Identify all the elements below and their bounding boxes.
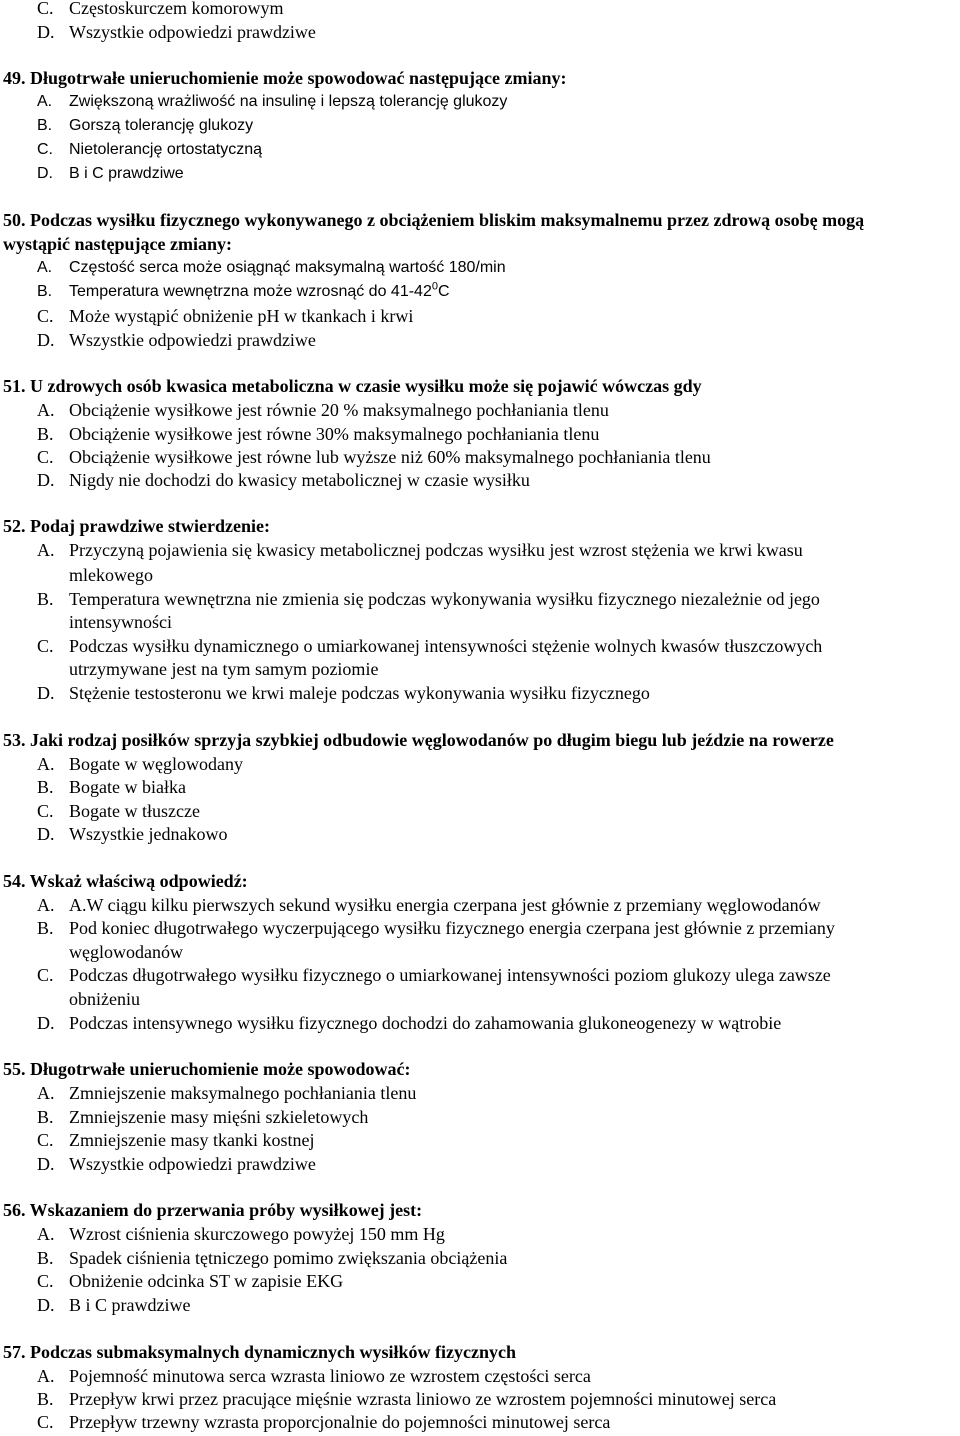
question-heading <box>3 233 232 255</box>
option-text: Obciążenie wysiłkowe jest równie 20 % maksymalnego pochłaniania tlenu <box>69 400 609 420</box>
question-text: 52. Podaj prawdziwe stwierdzenie: <box>3 516 270 536</box>
option-text: Obciążenie wysiłkowe jest równe 30% maksymalnego pochłaniania tlenu <box>69 424 600 444</box>
option-letter: D. <box>37 824 55 844</box>
answer-option <box>37 635 822 657</box>
option-text: Pojemność minutowa serca wzrasta liniowo ze wzrostem częstości serca <box>69 1366 591 1386</box>
option-text: intensywności <box>69 612 172 632</box>
option-text: Nietolerancję ortostatyczną <box>69 141 262 158</box>
answer-option <box>37 91 507 113</box>
answer-option <box>37 139 262 161</box>
answer-option <box>37 682 650 704</box>
question-text: 56. Wskazaniem do przerwania próby wysiłkowej jest: <box>3 1200 423 1220</box>
question-heading <box>3 67 566 89</box>
question-heading <box>3 1341 516 1363</box>
question-heading <box>3 729 834 751</box>
option-letter: C. <box>37 801 54 821</box>
option-letter: B. <box>37 117 53 134</box>
answer-option <box>37 446 711 468</box>
answer-option <box>37 1365 591 1387</box>
answer-option <box>37 329 316 351</box>
option-continuation <box>69 564 153 586</box>
option-letter: B. <box>37 1248 54 1268</box>
question-text: 51. U zdrowych osób kwasica metaboliczna w czasie wysiłku może się pojawić wówczas gdy <box>3 376 702 396</box>
option-letter: C. <box>37 447 54 467</box>
option-text: Wszystkie odpowiedzi prawdziwe <box>69 330 316 350</box>
question-text: 53. Jaki rodzaj posiłków sprzyja szybkiej odbudowie węglowodanów po długim biegu lub jeździe na rowerze <box>3 730 834 750</box>
question-heading <box>3 1199 422 1221</box>
option-text: Obniżenie odcinka ST w zapisie EKG <box>69 1271 344 1291</box>
answer-option <box>37 163 184 185</box>
option-letter: B. <box>37 589 54 609</box>
option-letter: D. <box>37 22 55 42</box>
question-text: 57. Podczas submaksymalnych dynamicznych wysiłków fizycznych <box>3 1342 517 1362</box>
option-letter: D. <box>37 683 55 703</box>
option-text: obniżeniu <box>69 989 140 1009</box>
question-heading <box>3 375 702 397</box>
option-text: Temperatura wewnętrzna nie zmienia się podczas wykonywania wysiłku fizycznego niezależnie od jego <box>69 589 820 609</box>
option-text: Gorszą tolerancję glukozy <box>69 117 254 134</box>
option-letter: A. <box>37 1366 55 1386</box>
option-letter: D. <box>37 1154 55 1174</box>
question-text: wystąpić następujące zmiany: <box>3 234 232 254</box>
option-letter: A. <box>37 400 55 420</box>
option-letter: C. <box>37 636 54 656</box>
option-letter: D. <box>37 1295 55 1315</box>
option-text: Zmniejszenie maksymalnego pochłaniania tlenu <box>69 1083 417 1103</box>
option-letter: A. <box>37 895 55 915</box>
answer-option <box>37 1129 314 1151</box>
superscript: 0 <box>431 280 438 293</box>
option-text: Nigdy nie dochodzi do kwasicy metabolicznej w czasie wysiłku <box>69 470 530 490</box>
answer-option <box>37 1388 776 1410</box>
answer-option <box>37 1247 507 1269</box>
option-letter: B. <box>37 1107 54 1127</box>
answer-option <box>37 539 803 561</box>
option-letter: A. <box>37 1083 55 1103</box>
option-letter: D. <box>37 1013 55 1033</box>
option-letter: C. <box>37 1412 54 1432</box>
option-text: Zmniejszenie masy tkanki kostnej <box>69 1130 315 1150</box>
option-letter: C. <box>37 306 54 326</box>
option-letter: D. <box>37 330 55 350</box>
option-letter: C. <box>37 141 53 158</box>
answer-option <box>37 1012 781 1034</box>
option-text: Wszystkie odpowiedzi prawdziwe <box>69 22 316 42</box>
option-letter: D. <box>37 165 53 182</box>
option-letter: B. <box>37 918 54 938</box>
question-heading <box>3 870 248 892</box>
option-text: Pod koniec długotrwałego wyczerpującego wysiłku fizycznego energia czerpana jest głównie z przemiany <box>69 918 835 938</box>
answer-option <box>37 281 450 303</box>
answer-option <box>37 399 609 421</box>
answer-option <box>37 753 243 775</box>
answer-option <box>37 1223 445 1245</box>
question-heading <box>3 209 864 231</box>
option-text: Spadek ciśnienia tętniczego pomimo zwiększania obciążenia <box>69 1248 508 1268</box>
option-text: Bogate w tłuszcze <box>69 801 200 821</box>
option-text: utrzymywane jest na tym samym poziomie <box>69 659 379 679</box>
option-text: Częstoskurczem komorowym <box>69 0 284 18</box>
option-letter: C. <box>37 965 54 985</box>
option-text: Przepływ trzewny wzrasta proporcjonalnie do pojemności minutowej serca <box>69 1412 611 1432</box>
answer-option <box>37 823 227 845</box>
option-letter: B. <box>37 1389 54 1409</box>
answer-option <box>37 1153 316 1175</box>
option-letter: A. <box>37 93 53 110</box>
option-letter: B. <box>37 777 54 797</box>
option-text: Bogate w białka <box>69 777 186 797</box>
option-text: B i C prawdziwe <box>69 1295 191 1315</box>
option-continuation <box>69 658 378 680</box>
option-text: Stężenie testosteronu we krwi maleje podczas wykonywania wysiłku fizycznego <box>69 683 650 703</box>
answer-option <box>37 469 530 491</box>
question-text: 50. Podczas wysiłku fizycznego wykonywanego z obciążeniem bliskim maksymalnemu przez zdrową osobę mogą <box>3 210 865 230</box>
option-letter: B. <box>37 424 54 444</box>
answer-option <box>37 115 253 137</box>
answer-option <box>37 1082 416 1104</box>
answer-option <box>37 305 413 327</box>
option-text: Bogate w węglowodany <box>69 754 243 774</box>
option-text: Może wystąpić obniżenie pH w tkankach i krwi <box>69 306 414 326</box>
option-text: A.W ciągu kilku pierwszych sekund wysiłku energia czerpana jest głównie z przemiany węglowodanów <box>69 895 821 915</box>
option-letter: C. <box>37 1271 54 1291</box>
answer-option <box>37 894 821 916</box>
option-text: Obciążenie wysiłkowe jest równe lub wyższe niż 60% maksymalnego pochłaniania tlenu <box>69 447 711 467</box>
answer-option <box>37 588 820 610</box>
option-letter: A. <box>37 540 55 560</box>
answer-option <box>37 1294 190 1316</box>
option-text: Przepływ krwi przez pracujące mięśnie wzrasta liniowo ze wzrostem pojemności minutowej serca <box>69 1389 777 1409</box>
answer-option <box>37 800 200 822</box>
option-text: węglowodanów <box>69 942 183 962</box>
question-text: 54. Wskaż właściwą odpowiedź: <box>3 871 248 891</box>
answer-option <box>37 0 283 19</box>
option-text: Temperatura wewnętrzna może wzrosnąć do 41-42 <box>69 283 432 300</box>
option-text: Przyczyną pojawienia się kwasicy metabolicznej podczas wysiłku jest wzrost stężenia we krwi kwasu <box>69 540 803 560</box>
option-continuation <box>69 988 140 1010</box>
answer-option <box>37 964 831 986</box>
option-text-suffix: C <box>437 283 450 300</box>
answer-option <box>37 21 316 43</box>
option-text: B i C prawdziwe <box>69 165 184 182</box>
option-letter: C. <box>37 0 54 18</box>
option-text: Zwiększoną wrażliwość na insulinę i lepszą tolerancję glukozy <box>69 93 508 110</box>
option-letter: A. <box>37 754 55 774</box>
answer-option <box>37 1411 610 1433</box>
question-heading <box>3 515 270 537</box>
answer-option <box>37 1106 368 1128</box>
question-text: 49. Długotrwałe unieruchomienie może spowodować następujące zmiany: <box>3 68 567 88</box>
option-text: Podczas wysiłku dynamicznego o umiarkowanej intensywności stężenie wolnych kwasów tłuszczowych <box>69 636 823 656</box>
option-text: Zmniejszenie masy mięśni szkieletowych <box>69 1107 369 1127</box>
option-letter: A. <box>37 1224 55 1244</box>
option-continuation <box>69 611 172 633</box>
answer-option <box>37 423 599 445</box>
answer-option <box>37 1270 343 1292</box>
option-text: Podczas intensywnego wysiłku fizycznego dochodzi do zahamowania glukoneogenezy w wątrobie <box>69 1013 782 1033</box>
question-text: 55. Długotrwałe unieruchomienie może spowodować: <box>3 1059 411 1079</box>
option-letter: D. <box>37 470 55 490</box>
question-heading <box>3 1058 410 1080</box>
option-text: Wszystkie jednakowo <box>69 824 228 844</box>
option-continuation <box>69 941 183 963</box>
answer-option <box>37 257 506 279</box>
option-letter: C. <box>37 1130 54 1150</box>
answer-option <box>37 776 186 798</box>
option-text: Wzrost ciśnienia skurczowego powyżej 150 mm Hg <box>69 1224 445 1244</box>
option-text: Wszystkie odpowiedzi prawdziwe <box>69 1154 316 1174</box>
option-letter: B. <box>37 283 53 300</box>
option-letter: A. <box>37 259 53 276</box>
answer-option <box>37 917 835 939</box>
option-text: Częstość serca może osiągnąć maksymalną wartość 180/min <box>69 259 506 276</box>
option-text: mlekowego <box>69 565 153 585</box>
option-text: Podczas długotrwałego wysiłku fizycznego o umiarkowanej intensywności poziom glukozy ulega zawsze <box>69 965 831 985</box>
